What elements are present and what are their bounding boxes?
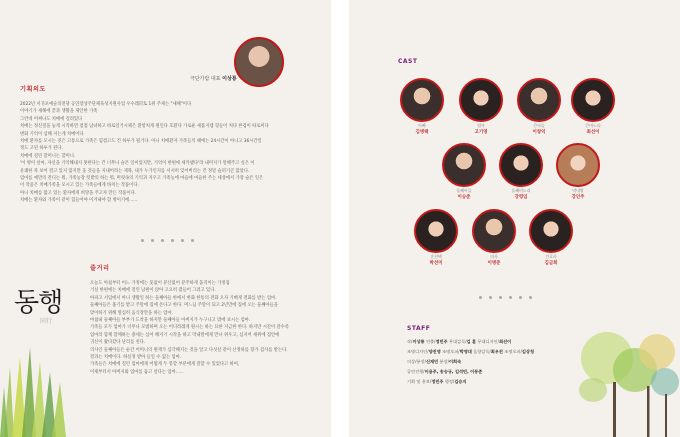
text-line: 마침내 둘째아들 부부가 도착을 하지만 둘째아들 아버지가 누구니고 밖에 보시는 엄마.: [90, 318, 251, 324]
grass-illustration: [0, 327, 80, 437]
staff-name: 김승지: [454, 379, 467, 384]
cast-role: 큰아들: [533, 123, 545, 128]
staff-role: 조명오퍼/: [504, 349, 522, 354]
cast-member: [548, 143, 608, 200]
staff-name: 양진영: [428, 349, 441, 354]
text-line: 치매 환자를 모시는 것은 고통으로 가족은 힘겹고도 건 하루가 될거다. 아니 치매환자 가족들의 때에는 24시간이 아니고 36시간일: [20, 139, 262, 145]
text-line: 이제부터서 아버지와 엄마를 돕고 살다는 엄마......: [90, 369, 184, 375]
cast-role: 의사: [490, 254, 498, 259]
cast-photo: [472, 209, 516, 253]
cast-photo: [529, 209, 573, 253]
staff-name: 이용주, 송승규, 김석빈, 이동준: [424, 369, 483, 374]
text-line: 변화 기억이 심해 지는게 치매이다: [20, 131, 84, 137]
staff-name: 정민주: [431, 379, 444, 384]
text-line: 치매는 환자와 가족이 같이 힘들어야 이겨내야 할 병이기에......: [20, 198, 138, 204]
text-line: 이 작품은 치매가족을 모시고 있는 가족들에게 바치는 작품이다.: [20, 183, 139, 189]
staff-name: 이상룡: [412, 339, 425, 344]
text-line: 엄마의 함께 할께하는 충세는 심어 해지기 시작을 하고 막내딸에게 만나 위우고, 심지어 새쥐에 집안에: [90, 332, 280, 338]
cast-photo: [571, 78, 615, 122]
director-name: 이상룡: [222, 76, 237, 82]
staff-role: 연출/: [425, 339, 436, 344]
cast-name: 강령임: [514, 195, 528, 200]
text-line: 가족들은 치매에 걸린 엄마에게 어떻게 두 봉할 부분에게 잘할 수 있었다고 하여,: [90, 362, 240, 368]
director-photo: [234, 37, 284, 87]
cast-role: 엄마: [477, 123, 485, 128]
cast-photo: [517, 78, 561, 122]
text-line: 둘째아들은 홈기를 받고 주말에 집에 온다고 한다. 며느님 주말이 되고 2년만에 집에 오는 둘째아들을: [90, 303, 278, 309]
text-line: 오늘도 아침부터 어느 가정에는 뭇없이 분산없어 분주하게 움직이는 가정집: [90, 281, 230, 286]
staff-list: [407, 337, 534, 387]
cast-name: 김금희: [544, 261, 558, 266]
staff-title: STAFF: [407, 325, 431, 332]
staff-role: 무대감독/: [448, 339, 467, 344]
staff-row: [407, 357, 534, 367]
intent-body: [20, 101, 269, 205]
cast-name: 이병준: [487, 261, 501, 266]
cast-member: [464, 209, 524, 266]
cast-photo: [459, 78, 503, 122]
cast-role: 아빠: [418, 123, 426, 128]
text-line: 정도 고된 하루가 된다.: [20, 146, 63, 152]
cast-photo: [499, 143, 543, 187]
staff-role: 조명디자인/: [407, 349, 429, 354]
cast-role: 간호사: [545, 254, 557, 259]
plot-body: [90, 280, 289, 376]
intent-title: 기획의도: [20, 86, 46, 93]
cast-photo: [442, 143, 486, 187]
staff-role: 의상/분장/: [407, 359, 427, 364]
text-line: 가족들 모두 엄마가 너무나 모범하며 오는 어디라레게 원시는 하는 묘한 지금한 한다. 하지만 시간이 갈수록: [90, 325, 289, 331]
staff-name: 신재민: [426, 359, 439, 364]
cast-name: 김병택: [415, 130, 429, 135]
cast-role: 둘째며느리: [511, 188, 531, 193]
staff-role: 작/: [407, 339, 413, 344]
staff-row: [407, 337, 534, 347]
text-line: '이 병이 실마, 자신을 기억해내지 못한다는 건 너무나 슬픈 일이었지만, 기억이 한편에 새카맸다'라 내머지가 말해주고 싶은 이: [20, 161, 255, 167]
staff-row: [407, 347, 534, 357]
staff-row: [407, 377, 534, 387]
title-calligraphy: 동행: [14, 288, 63, 318]
cast-name: 최선이: [586, 130, 600, 135]
cast-photo: [414, 209, 458, 253]
cast-title: CAST: [398, 58, 418, 65]
staff-name: 이희숙: [449, 359, 462, 364]
plot-title: 줄거리: [90, 265, 110, 272]
staff-name: 정민주: [435, 339, 448, 344]
cast-role: 큰며느리: [585, 123, 601, 128]
text-line: 귀신이 왔다갔다 난리를 친다.: [90, 340, 146, 346]
text-line: 치매는 정신질을 놓게 시작하면 점점 남녀하고 바로일거시체은 환항처게 원인다 호환다 가로운 새롭지템 형들이 처다 한겁이 따로미다: [20, 124, 269, 130]
cast-name: 고기영: [474, 130, 488, 135]
cast-name: 박선미: [429, 261, 443, 266]
text-line: 이야기가 새해에 끝과 생활을 제안한 가족: [20, 109, 98, 115]
cast-divider-dots: [479, 296, 532, 299]
cast-member: [521, 209, 581, 266]
cast-member: [451, 78, 511, 135]
staff-row: [407, 367, 534, 377]
staff-role: 기획 및 홍보/: [407, 379, 432, 384]
text-line: 그런데 어쩌나도 치매에 걸려있다: [20, 116, 83, 122]
intent-divider-dots: [141, 239, 194, 242]
staff-name: 김 훈: [466, 339, 477, 344]
cast-member: [392, 78, 452, 135]
text-line: 의사인 둘째아들은 순간 어머니의 변재가 심각해지는 것을 알고 다섯살 같이 산정하를 향가 검사를 받는다.: [90, 347, 288, 353]
cast-name: 이승준: [457, 195, 471, 200]
text-line: 거실 한편에는 치매에 걸린 남편이 앉아 고요히 잠들어 그려고 있다.: [90, 288, 216, 294]
text-line: 치매에 걸린 할머니는 할머니.: [20, 153, 76, 159]
cast-member: [509, 78, 569, 135]
cast-role: 순천댁: [430, 254, 442, 259]
staff-name: 박영대: [459, 349, 472, 354]
cast-member: [563, 78, 623, 135]
staff-name: 김상청: [521, 349, 535, 354]
cast-name: 강인주: [571, 195, 585, 200]
tree-illustration: [577, 330, 680, 437]
director-caption: [190, 75, 237, 82]
cast-photo: [556, 143, 600, 187]
text-line: 2022년 서귀포예술의전당 공연장상주단체육성지원사업 우수레퍼토 1위 주제는 "새해"이다: [20, 102, 192, 107]
cast-member: [406, 209, 466, 266]
cast-photo: [400, 78, 444, 122]
director-role: 극단가람 대표: [190, 76, 221, 82]
left-page: [0, 0, 331, 437]
text-line: 결과는 치매이다. 하실정 받아 들일 수 없는 엄마.: [90, 355, 182, 361]
staff-name: 최선이: [499, 339, 512, 344]
right-page: [349, 0, 680, 437]
text-line: 아니 치매를 앓고 있는 환자에게 희망을 주고자 만든 작품이다.: [20, 190, 137, 196]
staff-role: 행정/: [444, 379, 455, 384]
cast-role: 막내딸: [572, 188, 584, 193]
staff-role: 무대디자인/: [477, 339, 500, 344]
text-line: 맞이하기 위해 열심히 음식장만을 하는 엄마.: [90, 310, 173, 316]
staff-role: 공연진행/: [407, 369, 425, 374]
text-line: 엄마를 예만의 잔디는 뭐, 가족농장 텃밭의 하는 뭐, 머릿속의 기억과 지우고 가족농에 마음에 마음한 주는 세상에서 가장 슬픈 일은: [20, 176, 264, 182]
staff-role: 분장/: [439, 359, 450, 364]
cast-role: 둘째아들: [456, 188, 472, 193]
staff-role: 조명오퍼/: [442, 349, 460, 354]
cast-name: 이창익: [532, 130, 546, 135]
staff-role: 음향감독/: [473, 349, 491, 354]
cast-member: [434, 143, 494, 200]
cast-member: [491, 143, 551, 200]
title-calligraphy-sub: 同行: [40, 318, 53, 325]
text-line: 아파고 서임에서 아니 생활일 하는 둘째아들 한에서 한화 한통의 전화 오자 기뻐게 전화를 받는 엄마.: [90, 295, 277, 301]
staff-name: 최우진: [490, 349, 503, 354]
text-line: 유쾌한 묵 보어 결고 있지 않지만 웃 것들을 지내어라는 제목, 내가 누가인지를 서서히 잊어버리는 건 정말 슬퍼기곤 않았다.: [20, 168, 250, 174]
